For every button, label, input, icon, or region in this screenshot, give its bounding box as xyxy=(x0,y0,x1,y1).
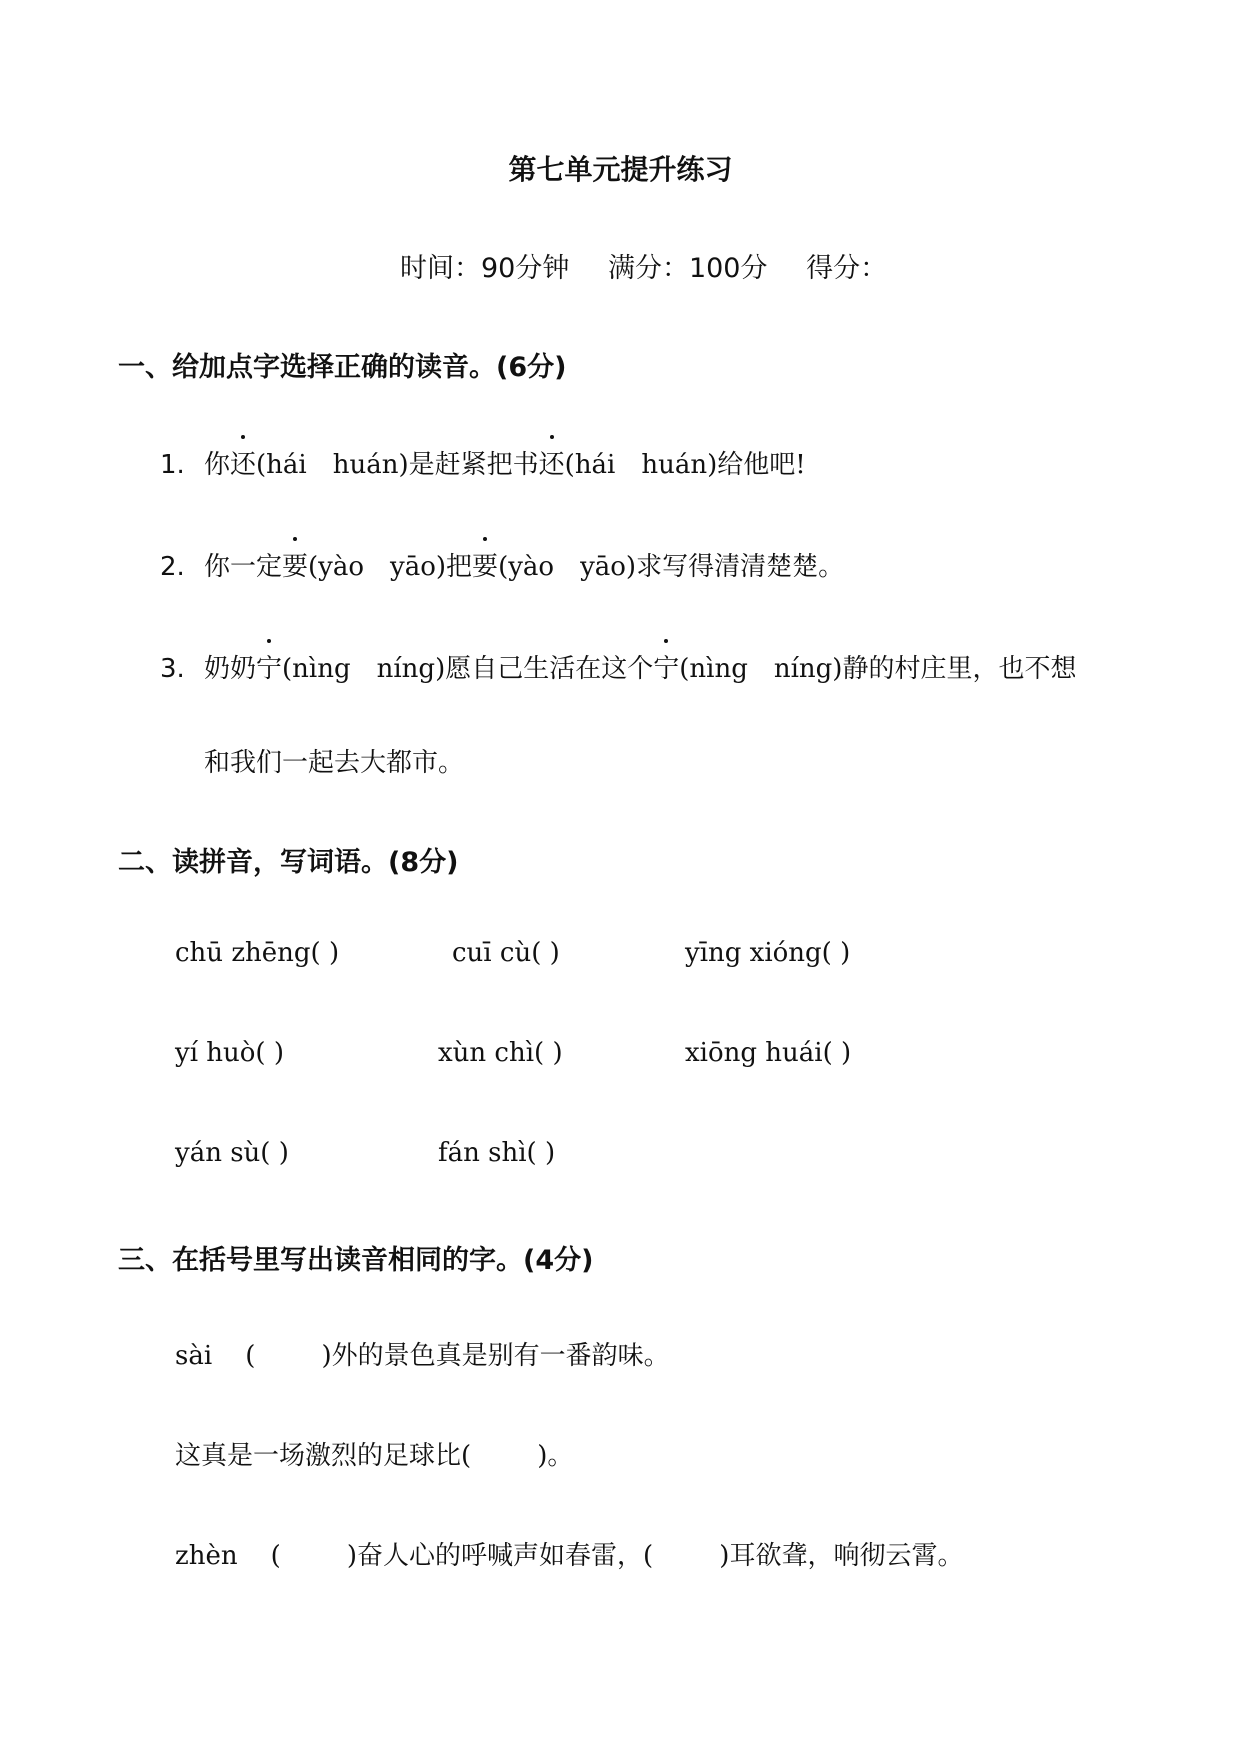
question-number: 2. xyxy=(160,552,185,582)
question-text: 你一定 xyxy=(204,552,283,582)
section-1-heading: 一、给加点字选择正确的读音。(6分) xyxy=(118,352,567,383)
pinyin-option: níng) xyxy=(773,654,843,684)
pinyin-option: (hái xyxy=(564,450,616,480)
pinyin-option: huán) xyxy=(332,450,409,480)
pinyin-option: yāo) xyxy=(390,552,447,582)
question-number: 1. xyxy=(160,450,185,480)
pinyin-option: yāo) xyxy=(580,552,637,582)
pinyin-word: xiōng huái( ) xyxy=(685,1038,852,1068)
question-number: 3. xyxy=(160,654,185,684)
question-1-3-continued: 和我们一起去大都市。 xyxy=(204,748,465,778)
dotted-character: 要 xyxy=(472,546,498,583)
pinyin-word: chū zhēng( ) xyxy=(175,938,340,968)
pinyin-option: (hái xyxy=(256,450,307,480)
question-1-2 xyxy=(160,546,844,583)
pinyin-word: yán sù( ) xyxy=(175,1138,289,1168)
pinyin-word: cuī cù( ) xyxy=(452,938,560,968)
pinyin-word: fán shì( ) xyxy=(438,1138,556,1168)
question-text: 把 xyxy=(446,552,473,582)
dotted-character: 宁 xyxy=(256,648,282,685)
pinyin-option: (yào xyxy=(308,552,365,582)
exam-time: 时间：90分钟 xyxy=(400,253,570,284)
question-text: 给他吧! xyxy=(717,450,806,480)
question-text: 是赶紧把书 xyxy=(408,450,539,480)
dotted-character: 还 xyxy=(539,444,565,481)
pinyin-option: (nìng xyxy=(282,654,351,684)
question-text: 静的村庄里，也不想 xyxy=(842,654,1077,684)
question-text: 你 xyxy=(204,450,231,480)
pinyin-word: xùn chì( ) xyxy=(438,1038,563,1068)
question-1-3 xyxy=(160,648,1076,685)
homophone-line: zhèn ( )奋人心的呼喊声如春雷，( )耳欲聋，响彻云霄。 xyxy=(175,1541,964,1571)
dotted-character: 还 xyxy=(230,444,256,481)
question-text: 求写得清清楚楚。 xyxy=(636,552,845,582)
pinyin-option: níng) xyxy=(376,654,446,684)
homophone-line: 这真是一场激烈的足球比( )。 xyxy=(175,1441,574,1471)
pinyin-option: (yào xyxy=(498,552,555,582)
section-3-heading: 三、在括号里写出读音相同的字。(4分) xyxy=(118,1245,594,1276)
question-1-1 xyxy=(160,444,806,481)
homophone-line: sài ( )外的景色真是别有一番韵味。 xyxy=(175,1341,670,1371)
exam-score-field: 得分： xyxy=(806,253,888,284)
question-text: 愿自己生活在这个 xyxy=(445,654,654,684)
pinyin-word: yīng xióng( ) xyxy=(685,938,851,968)
pinyin-word: yí huò( ) xyxy=(175,1038,284,1068)
dotted-character: 宁 xyxy=(653,648,679,685)
dotted-character: 要 xyxy=(282,546,308,583)
pinyin-option: (nìng xyxy=(679,654,748,684)
pinyin-option: huán) xyxy=(641,450,718,480)
exam-meta xyxy=(400,246,917,285)
page-title: 第七单元提升练习 xyxy=(508,153,733,186)
question-text: 奶奶 xyxy=(204,654,257,684)
section-2-heading: 二、读拼音，写词语。(8分) xyxy=(118,847,459,878)
exam-full-score: 满分：100分 xyxy=(607,253,768,284)
